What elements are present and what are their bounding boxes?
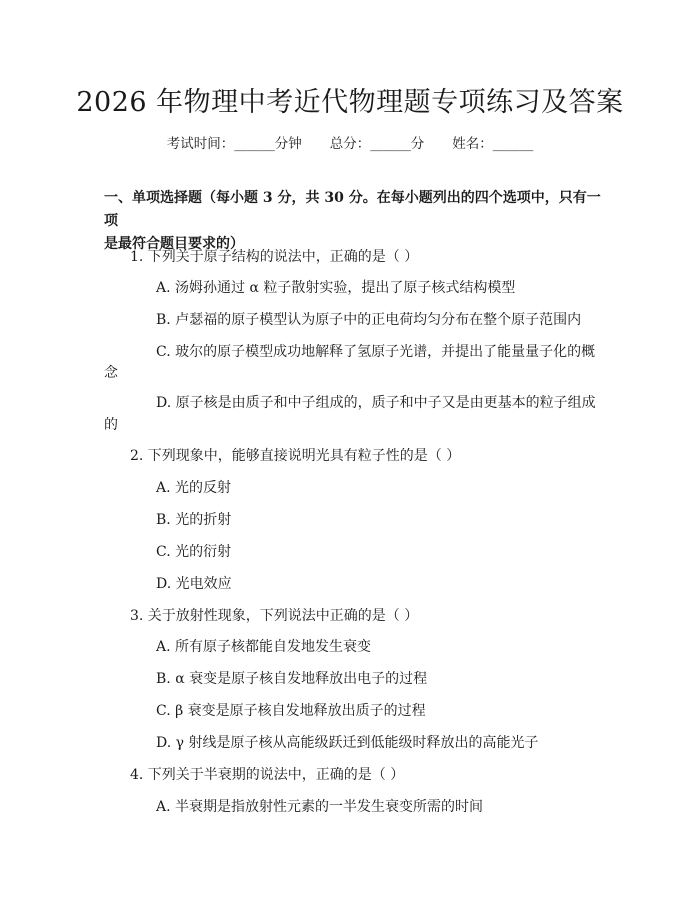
option-item: A. 半衰期是指放射性元素的一半发生衰变所需的时间 [156, 799, 484, 815]
page-title: 2026 年物理中考近代物理题专项练习及答案 [76, 87, 624, 118]
question-stem: 3. 关于放射性现象，下列说法中正确的是（ ） [130, 608, 419, 624]
option-item: C. β 衰变是原子核自发地释放出质子的过程 [156, 703, 426, 719]
option-item: B. 卢瑟福的原子模型认为原子中的正电荷均匀分布在整个原子范围内 [156, 312, 582, 328]
option-item: B. 光的折射 [156, 512, 232, 528]
option-item: D. 光电效应 [156, 576, 232, 592]
option-item: A. 所有原子核都能自发地发生衰变 [156, 639, 372, 655]
option-item: B. α 衰变是原子核自发地释放出电子的过程 [156, 671, 428, 687]
option-wrap-text: 念 [104, 365, 118, 381]
question-stem: 2. 下列现象中，能够直接说明光具有粒子性的是（ ） [130, 448, 461, 464]
option-item: D. 原子核是由质子和中子组成的，质子和中子又是由更基本的粒子组成 [156, 395, 596, 411]
total-score-field: 总分：______分 [329, 136, 425, 152]
option-item: A. 汤姆孙通过 α 粒子散射实验，提出了原子核式结构模型 [156, 280, 516, 296]
option-item: C. 玻尔的原子模型成功地解释了氢原子光谱，并提出了能量量子化的概 [156, 344, 596, 360]
option-item: A. 光的反射 [156, 480, 232, 496]
section-heading-line1: 一、单项选择题（每小题 3 分，共 30 分。在每小题列出的四个选项中，只有一项 [104, 190, 601, 229]
option-item: D. γ 射线是原子核从高能级跃迁到低能级时释放出的高能光子 [156, 735, 539, 751]
option-wrap-text: 的 [104, 417, 118, 433]
question-stem: 1. 下列关于原子结构的说法中，正确的是（ ） [130, 249, 419, 265]
question-stem: 4. 下列关于半衰期的说法中，正确的是（ ） [130, 767, 405, 783]
exam-time-field: 考试时间：______分钟 [166, 136, 302, 152]
exam-info [0, 132, 700, 152]
section-heading-line2: 是最符合题目要求的） [104, 236, 244, 252]
option-item: C. 光的衍射 [156, 544, 232, 560]
name-field: 姓名：______ [452, 136, 534, 152]
